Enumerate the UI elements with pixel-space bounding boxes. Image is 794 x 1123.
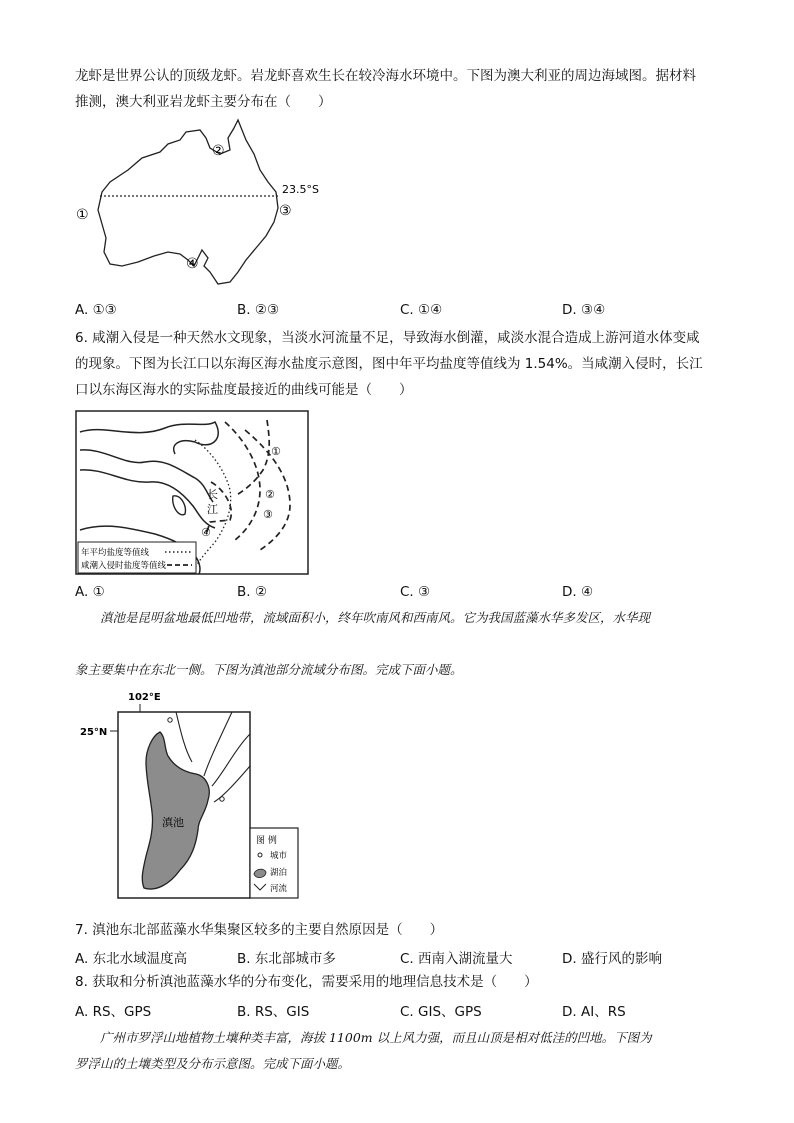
q5-option-d: D. ③④: [562, 302, 606, 318]
q5-option-c: C. ①④: [400, 302, 443, 318]
river-name-2: 江: [207, 503, 218, 516]
legend-city-swatch: [258, 853, 262, 857]
q7-option-c: C. 西南入湖流量大: [400, 951, 513, 967]
q8-option-d: D. AI、RS: [562, 1004, 626, 1020]
q8-option-a: A. RS、GPS: [75, 1004, 152, 1020]
legend-city-label: 城市: [270, 851, 288, 861]
q7-option-a: A. 东北水域温度高: [75, 951, 188, 967]
q6-stem-line1: 6. 咸潮入侵是一种天然水文现象，当淡水河流量不足，导致海水倒灌，咸淡水混合造成上游河道水体变咸: [75, 330, 700, 346]
legend-river-label: 河流: [270, 884, 288, 894]
yangtze-salinity-map: [75, 410, 310, 576]
q6-stem-line2: 的现象。下图为长江口以东海区海水盐度示意图，图中年平均盐度等值线为 1.54%。当咸潮入侵时，长江: [75, 356, 703, 372]
q5-stem-line1: 龙虾是世界公认的顶级龙虾。岩龙虾喜欢生长在较冷海水环境中。下图为澳大利亚的周边海域图。据材料: [75, 68, 696, 84]
river-name-1: 长: [207, 488, 218, 501]
luofu-intro-line1: 广州市罗浮山地植物土壤种类丰富，海拔 1100m 以上风力强，而且山顶是相对低洼的凹地。下图为: [100, 1030, 652, 1045]
curve-label-2: ②: [265, 488, 275, 501]
curve-label-1: ①: [271, 445, 281, 458]
q8-stem: 8. 获取和分析滇池蓝藻水华的分布变化，需要采用的地理信息技术是（ ）: [75, 974, 538, 990]
q7-option-b: B. 东北部城市多: [237, 951, 336, 967]
lat-label: 23.5°S: [282, 183, 319, 196]
q7-stem: 7. 滇池东北部蓝藻水华集聚区较多的主要自然原因是（ ）: [75, 922, 444, 938]
legend-title: 图 例: [256, 836, 277, 846]
marker-3: ③: [279, 203, 292, 219]
lat-label: 25°N: [80, 727, 108, 738]
q6-option-d: D. ④: [562, 584, 594, 600]
q6-option-c: C. ③: [400, 584, 431, 600]
marker-2: ②: [212, 143, 225, 159]
q6-stem-line3: 口以东海区海水的实际盐度最接近的曲线可能是（ ）: [75, 382, 413, 398]
q6-option-a: A. ①: [75, 584, 105, 600]
marker-4: ④: [186, 256, 199, 272]
q5-stem-line2: 推测，澳大利亚岩龙虾主要分布在（ ）: [75, 94, 332, 110]
legend-avg-label: 年平均盐度等值线: [81, 548, 150, 558]
australia-map: [70, 120, 319, 290]
curve-label-4: ④: [201, 526, 211, 539]
legend-tide-label: 咸潮入侵时盐度等值线: [81, 561, 167, 571]
curve-label-3: ③: [263, 508, 273, 521]
q8-option-c: C. GIS、GPS: [400, 1004, 482, 1020]
legend-lake-label: 湖泊: [270, 868, 288, 878]
city-dot-1: [168, 718, 172, 722]
q7-option-d: D. 盛行风的影响: [562, 951, 662, 967]
marker-1: ①: [76, 207, 89, 223]
lon-label: 102°E: [128, 692, 161, 703]
q8-option-b: B. RS、GIS: [237, 1004, 310, 1020]
lake-label: 滇池: [162, 816, 184, 829]
dianchi-intro-line2: 象主要集中在东北一侧。下图为滇池部分流域分布图。完成下面小题。: [75, 662, 463, 677]
dianchi-intro-line1: 滇池是昆明盆地最低凹地带，流域面积小，终年吹南风和西南风。它为我国蓝藻水华多发区，水华现: [100, 610, 651, 625]
dianchi-map: [80, 688, 300, 898]
q6-option-b: B. ②: [237, 584, 267, 600]
q5-option-a: A. ①③: [75, 302, 117, 318]
luofu-intro-line2: 罗浮山的土壤类型及分布示意图。完成下面小题。: [75, 1056, 351, 1071]
q5-option-b: B. ②③: [237, 302, 280, 318]
